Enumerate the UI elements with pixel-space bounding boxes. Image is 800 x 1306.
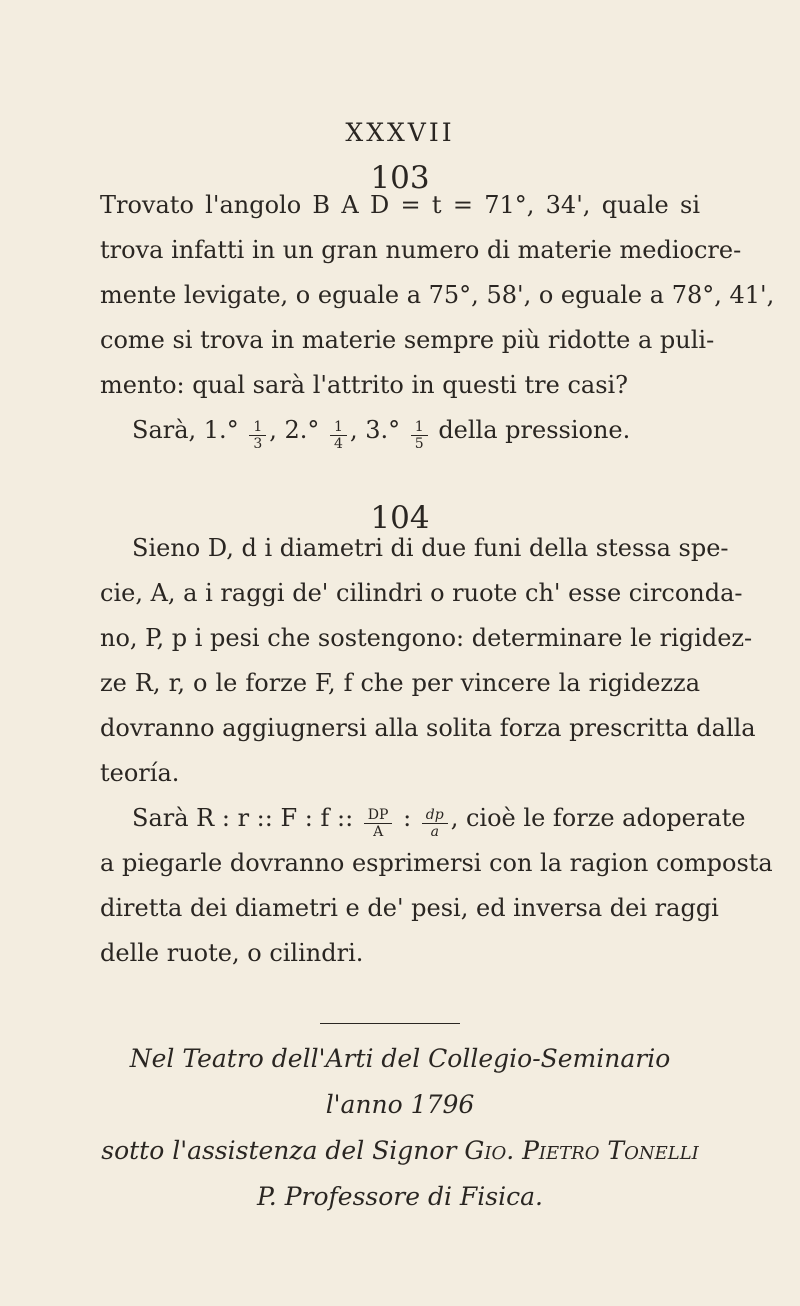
footer-credit: sotto l'assistenza del Signor [101, 1136, 465, 1165]
result-separator: , 2.° [269, 416, 328, 444]
formula-line [100, 796, 746, 841]
footer-line-2: l'anno 1796 [325, 1090, 475, 1119]
text-line: Trovato l'angolo B A D = t = 71°, 34', quale si [100, 191, 700, 219]
result-separator: , 3.° [349, 416, 408, 444]
footer-line-3 [0, 1136, 800, 1165]
result-suffix: della pressione. [430, 416, 631, 444]
text-line: ze R, r, o le forze F, f che per vincere la rigidezza [100, 669, 700, 697]
formula-ratio: : [395, 804, 419, 832]
text-line: come si trova in materie sempre più ridotte a puli- [100, 326, 715, 354]
text-line: mento: qual sarà l'attrito in questi tre casi? [100, 371, 629, 399]
text-line: delle ruote, o cilindri. [100, 939, 364, 967]
footer-line-1: Nel Teatro dell'Arti del Collegio-Seminario [129, 1044, 671, 1073]
text-line: cie, A, a i raggi de' cilindri o ruote ch' esse circonda- [100, 579, 743, 607]
fraction-one-quarter: $\frac{1}{4}$ [330, 420, 347, 451]
paragraph-104 [100, 526, 773, 976]
text-line: dovranno aggiugnersi alla solita forza prescritta dalla [100, 714, 756, 742]
fraction-one-third: $\frac{1}{3}$ [249, 420, 266, 451]
text-line: Sieno D, d i diametri di due funi della stessa spe- [132, 534, 729, 562]
footer-names: Gio. Pietro Tonelli [464, 1136, 699, 1165]
text-line: teoría. [100, 759, 180, 787]
fraction-one-fifth: $\frac{1}{5}$ [411, 420, 428, 451]
paragraph-103 [100, 183, 775, 453]
text-line: a piegarle dovranno esprimersi con la ragion composta [100, 849, 773, 877]
footer-line-4: P. Professore di Fisica. [257, 1182, 543, 1211]
section-number-103: 103 [370, 160, 430, 196]
result-prefix: Sarà, 1.° [132, 416, 247, 444]
signature-mark: XXXVII [345, 118, 455, 147]
fraction-dp-over-a: $\frac{DP}{A}$ [364, 808, 393, 839]
formula-suffix: , cioè le forze adoperate [450, 804, 746, 832]
text-line: mente levigate, o eguale a 75°, 58', o eguale a 78°, 41', [100, 281, 775, 309]
section-number-104: 104 [370, 500, 430, 536]
text-line: trova infatti in un gran numero di materie mediocre- [100, 236, 742, 264]
result-line [100, 408, 700, 453]
divider-rule [320, 1023, 460, 1024]
text-line: no, P, p i pesi che sostengono: determinare le rigidez- [100, 624, 753, 652]
text-line: diretta dei diametri e de' pesi, ed inversa dei raggi [100, 894, 719, 922]
fraction-lower-dp-over-a: $\frac{dp}{a}$ [422, 808, 448, 839]
formula-prefix: Sarà R : r :: F : f :: [132, 804, 361, 832]
